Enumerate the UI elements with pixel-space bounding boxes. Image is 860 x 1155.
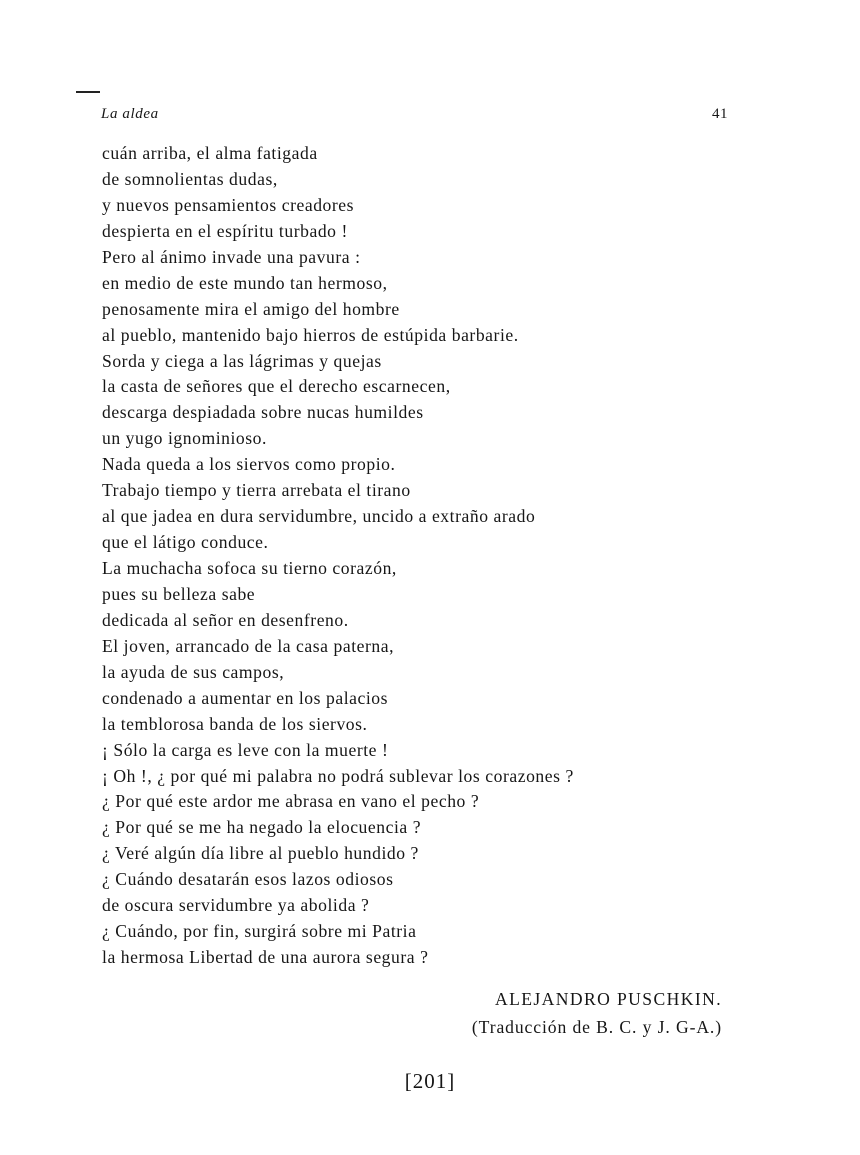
poem-line: y nuevos pensamientos creadores: [102, 194, 355, 215]
folio-number: [201]: [404, 1069, 456, 1093]
header-rule-mark: [76, 91, 100, 93]
poem-line: Trabajo tiempo y tierra arrebata el tirano: [102, 480, 411, 501]
poem-line: ¡ Oh !, ¿ por qué mi palabra no podrá sublevar los corazones ?: [102, 765, 574, 786]
poem-line: pues su belleza sabe: [102, 583, 256, 604]
poem-line: dedicada al señor en desenfreno.: [102, 609, 349, 630]
poem-line: despierta en el espíritu turbado !: [102, 220, 348, 241]
poem-line: que el látigo conduce.: [102, 532, 269, 553]
poem-line: ¿ Por qué se me ha negado la elocuencia ?: [102, 817, 422, 838]
poem-line: penosamente mira el amigo del hombre: [102, 298, 400, 319]
poem-line: ¿ Veré algún día libre al pueblo hundido ?: [102, 843, 419, 864]
poem-line: Nada queda a los siervos como propio.: [102, 454, 396, 475]
poem-line: la hermosa Libertad de una aurora segura ?: [102, 947, 429, 968]
poem-line: la casta de señores que el derecho escarnecen,: [102, 376, 451, 397]
poem-line: descarga despiadada sobre nucas humildes: [102, 402, 424, 423]
poem-line: ¿ Cuándo desatarán esos lazos odiosos: [102, 869, 394, 890]
poem-body: [102, 141, 574, 971]
poem-line: El joven, arrancado de la casa paterna,: [102, 635, 395, 656]
poem-line: La muchacha sofoca su tierno corazón,: [102, 558, 397, 578]
poem-line: al que jadea en dura servidumbre, uncido a extraño arado: [102, 506, 536, 527]
translation-credit: (Traducción de B. C. y J. G-A.): [471, 1017, 722, 1037]
poem-line: cuán arriba, el alma fatigada: [102, 143, 318, 163]
poem-line: un yugo ignominioso.: [102, 428, 267, 449]
poem-line: en medio de este mundo tan hermoso,: [102, 272, 388, 293]
poem-line: Pero al ánimo invade una pavura :: [102, 246, 361, 267]
poem-line: Sorda y ciega a las lágrimas y quejas: [102, 350, 382, 371]
poem-line: condenado a aumentar en los palacios: [102, 687, 389, 708]
signature-block: [472, 985, 722, 1041]
poem-line: ¿ Cuándo, por fin, surgirá sobre mi Patria: [102, 921, 417, 942]
poem-line: ¿ Por qué este ardor me abrasa en vano el pecho ?: [102, 791, 480, 812]
poem-line: ¡ Sólo la carga es leve con la muerte !: [102, 739, 389, 760]
poem-line: de oscura servidumbre ya abolida ?: [102, 895, 370, 916]
poem-line: la temblorosa banda de los siervos.: [102, 713, 368, 734]
author-name: ALEJANDRO PUSCHKIN.: [495, 989, 722, 1009]
poem-line: al pueblo, mantenido bajo hierros de estúpida barbarie.: [102, 324, 519, 345]
running-title: La aldea: [101, 106, 159, 122]
poem-line: la ayuda de sus campos,: [102, 661, 285, 682]
poem-line: de somnolientas dudas,: [102, 168, 278, 189]
page-number: 41: [712, 106, 728, 122]
